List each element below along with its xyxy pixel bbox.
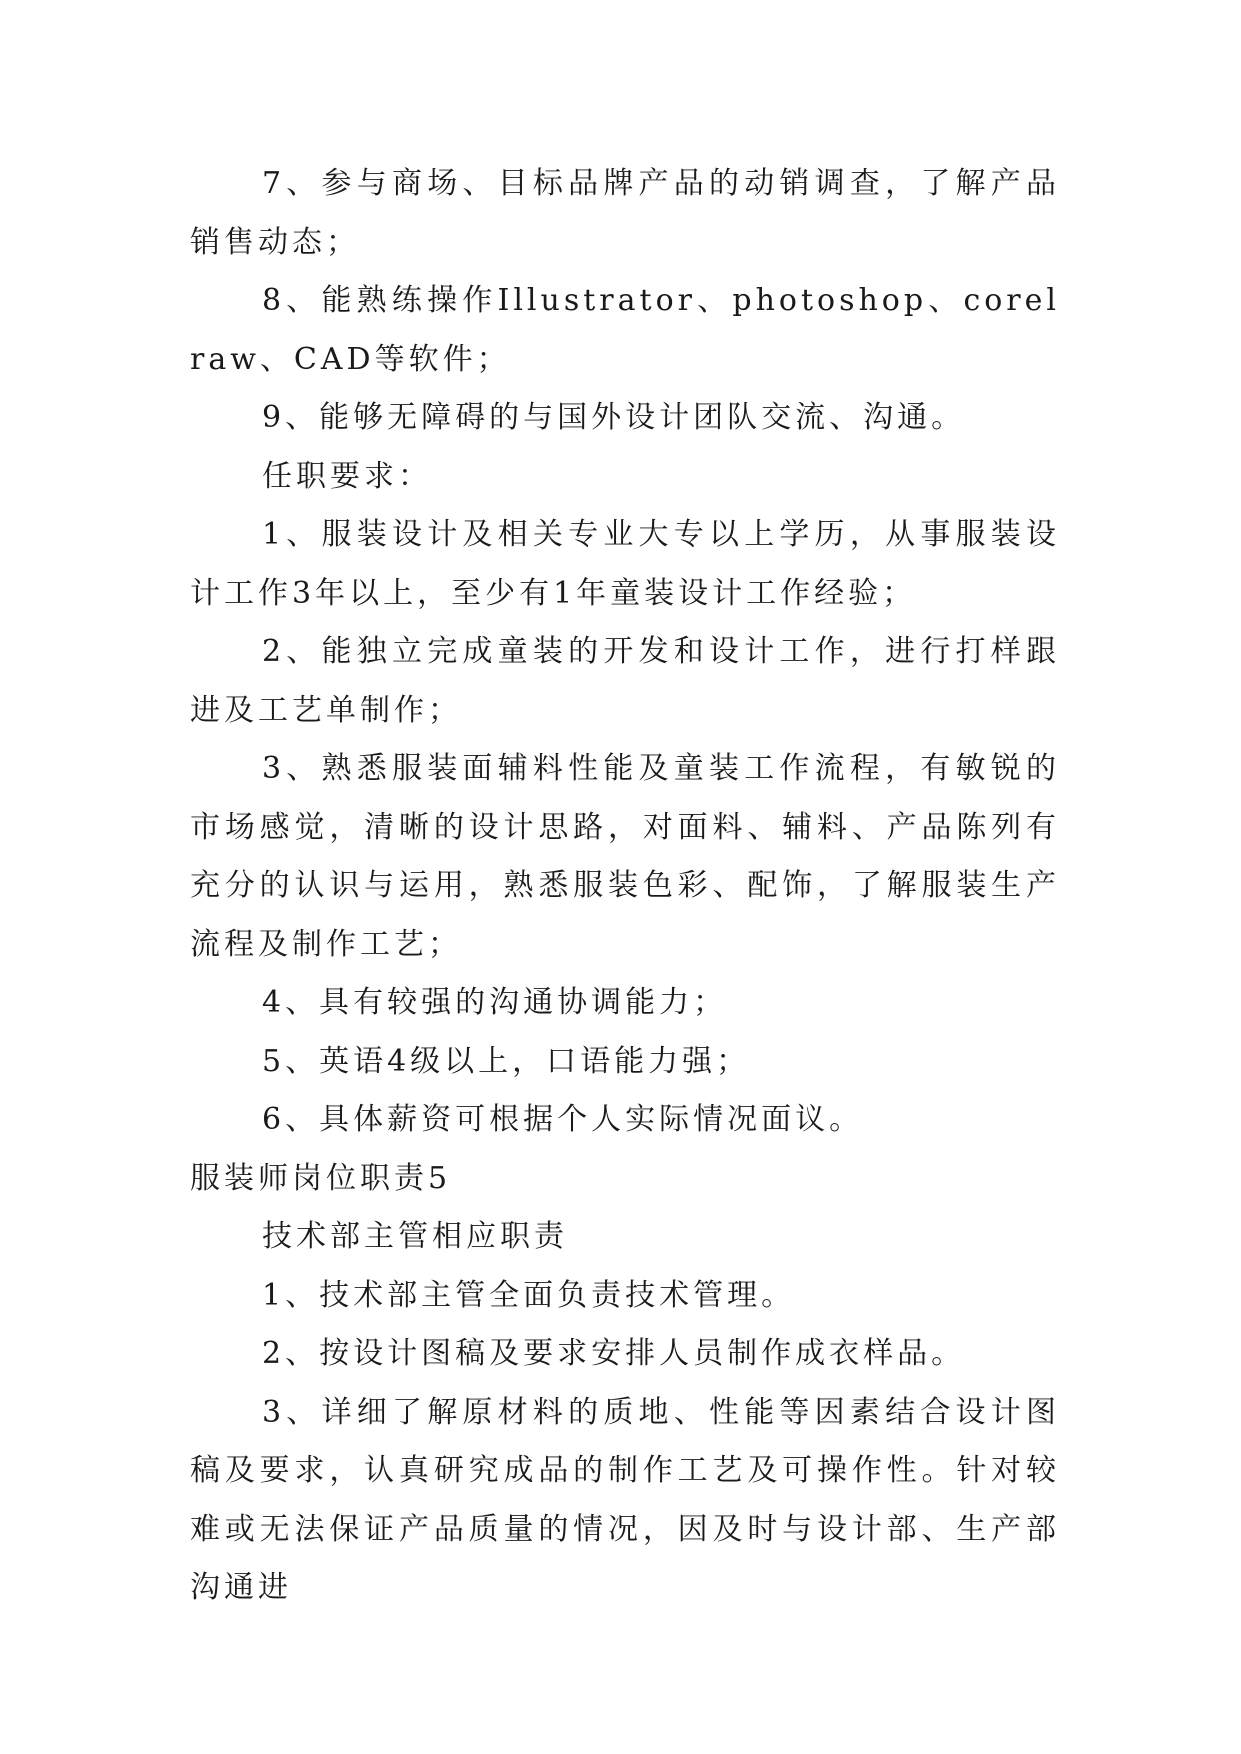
requirement-item-6: 6、具体薪资可根据个人实际情况面议。	[262, 1102, 864, 1137]
requirement-item-1: 1、服装设计及相关专业大专以上学历，从事服装设计工作3年以上，至少有1年童装设计工作经验；	[190, 517, 1060, 611]
paragraph-item-7: 7、参与商场、目标品牌产品的动销调查，了解产品销售动态；	[190, 166, 1060, 260]
paragraph-item-8: 8、能熟练操作Illustrator、photoshop、corelraw、CAD等软件；	[190, 283, 1060, 377]
paragraph-item-9: 9、能够无障碍的与国外设计团队交流、沟通。	[262, 400, 966, 435]
requirement-item-4: 4、具有较强的沟通协调能力；	[262, 985, 728, 1020]
duty-item-2: 2、按设计图稿及要求安排人员制作成衣样品。	[262, 1336, 966, 1371]
subsection-title: 技术部主管相应职责	[262, 1219, 568, 1254]
requirements-heading: 任职要求：	[262, 458, 432, 494]
section-title: 服装师岗位职责5	[190, 1160, 452, 1196]
duty-item-1: 1、技术部主管全面负责技术管理。	[262, 1277, 796, 1313]
requirement-item-5: 5、英语4级以上，口语能力强；	[262, 1043, 751, 1079]
requirement-item-2: 2、能独立完成童装的开发和设计工作，进行打样跟进及工艺单制作；	[190, 634, 1060, 728]
document-body	[190, 155, 1060, 1618]
duty-item-3: 3、详细了解原材料的质地、性能等因素结合设计图稿及要求，认真研究成品的制作工艺及可操作性。针对较难或无法保证产品质量的情况，因及时与设计部、生产部沟通进	[190, 1394, 1060, 1605]
requirement-item-3: 3、熟悉服装面辅料性能及童装工作流程，有敏锐的市场感觉，清晰的设计思路，对面料、辅料、产品陈列有充分的认识与运用，熟悉服装色彩、配饰，了解服装生产流程及制作工艺；	[190, 751, 1060, 962]
